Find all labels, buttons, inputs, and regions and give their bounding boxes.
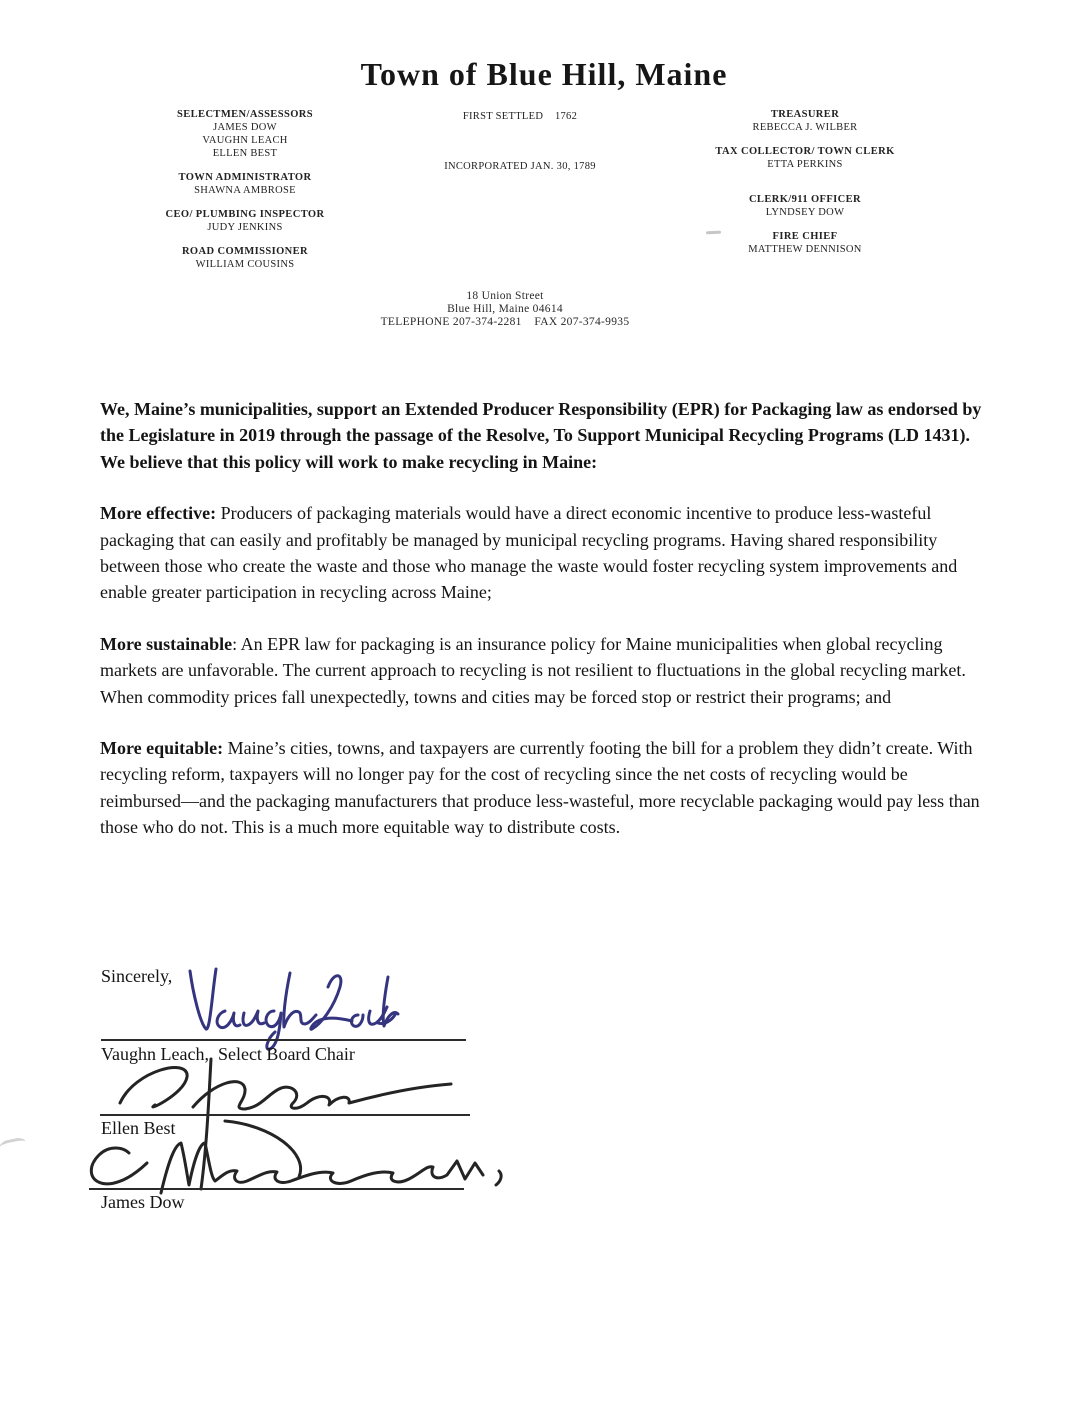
closing-salutation: Sincerely,	[101, 966, 173, 986]
office-role: SELECTMEN/ASSESSORS	[177, 109, 313, 120]
official-name: ELLEN BEST	[212, 148, 278, 159]
first-settled-line: FIRST SETTLED 1762	[462, 111, 578, 122]
scan-artifact-corner	[0, 1136, 27, 1154]
officials-column-center	[400, 110, 640, 173]
office-tax-collector	[690, 145, 920, 171]
official-name: ETTA PERKINS	[767, 159, 843, 170]
letter-body	[100, 396, 988, 866]
more-sustainable-paragraph	[100, 631, 988, 710]
more-effective-paragraph	[100, 500, 988, 606]
office-treasurer	[690, 108, 920, 134]
office-clerk-911	[690, 193, 920, 219]
official-name: LYNDSEY DOW	[765, 207, 845, 218]
letterhead-address	[280, 290, 730, 329]
paragraph-text: Maine’s cities, towns, and taxpayers are currently footing the bill for a problem they didn’t create. With recycling reform, taxpayers will no longer pay for the cost of recycling since the net costs of recycling would be reimbursed—and the packaging manufacturers that produce less-wasteful, more recyclable packaging would pay less than those who do not. This is a much more equitable way to distribute costs.	[100, 738, 980, 838]
office-town-administrator	[152, 171, 338, 197]
more-equitable-paragraph	[100, 735, 988, 841]
address-city: Blue Hill, Maine 04614	[447, 303, 563, 315]
office-role: TAX COLLECTOR/ TOWN CLERK	[715, 146, 895, 157]
office-ceo-plumbing-inspector	[152, 208, 338, 234]
office-road-commissioner	[152, 245, 338, 271]
official-name: REBECCA J. WILBER	[752, 122, 858, 133]
office-role: FIRE CHIEF	[772, 231, 838, 242]
office-role: ROAD COMMISSIONER	[181, 246, 309, 257]
official-name: SHAWNA AMBROSE	[194, 185, 296, 196]
official-name: JAMES DOW	[213, 122, 277, 133]
address-street: 18 Union Street	[466, 290, 544, 302]
page-title: Town of Blue Hill, Maine	[360, 56, 728, 92]
office-role: CLERK/911 OFFICER	[748, 194, 862, 205]
paragraph-lead: More sustainable	[100, 633, 233, 654]
signature-line	[89, 1188, 464, 1190]
officials-column-left	[152, 108, 338, 282]
office-role: TOWN ADMINISTRATOR	[178, 172, 312, 183]
office-selectmen	[152, 108, 338, 160]
office-role: TREASURER	[770, 109, 840, 120]
official-name: JUDY JENKINS	[207, 222, 283, 233]
signature-line	[101, 1039, 466, 1041]
paragraph-lead: More equitable:	[100, 738, 224, 759]
paragraph-lead: More effective:	[100, 503, 217, 524]
signatory-name-vaughn-leach: Vaughn Leach, Select Board Chair	[101, 1044, 355, 1064]
paragraph-text: Producers of packaging materials would have a direct economic incentive to produce less-wasteful packaging that can easily and profitably be managed by municipal recycling programs. Having shared responsibility between those who create the waste and those who manage the waste would foster recycling system improvements and enable greater participation in recycling across Maine;	[100, 503, 958, 603]
official-name: MATTHEW DENNISON	[748, 244, 862, 255]
official-name: VAUGHN LEACH	[202, 135, 288, 146]
incorporated-line: INCORPORATED JAN. 30, 1789	[444, 161, 596, 172]
official-name: WILLIAM COUSINS	[195, 259, 295, 270]
vaughn-leach-signature-image	[130, 963, 400, 1055]
address-phone-fax: TELEPHONE 207-374-2281 FAX 207-374-9935	[380, 316, 630, 328]
office-fire-chief	[690, 230, 920, 256]
intro-paragraph: We, Maine’s municipalities, support an Extended Producer Responsibility (EPR) for Packaging law as endorsed by the Legislature in 2019 through the passage of the Resolve, To Support Municipal Recycling Programs (LD 1431). We believe that this policy will work to make recycling in Maine:	[100, 399, 982, 472]
signatory-name-ellen-best: Ellen Best	[101, 1118, 176, 1138]
scan-artifact-dash	[706, 231, 721, 235]
office-role: CEO/ PLUMBING INSPECTOR	[165, 209, 325, 220]
paragraph-text: : An EPR law for packaging is an insurance policy for Maine municipalities when global recycling markets are unfavorable. The current approach to recycling is not resilient to fluctuations in the global recycling market. When commodity prices fall unexpectedly, towns and cities may be forced stop or restrict their programs; and	[100, 633, 966, 707]
officials-column-right	[690, 108, 920, 267]
signatory-name-james-dow: James Dow	[101, 1192, 185, 1212]
